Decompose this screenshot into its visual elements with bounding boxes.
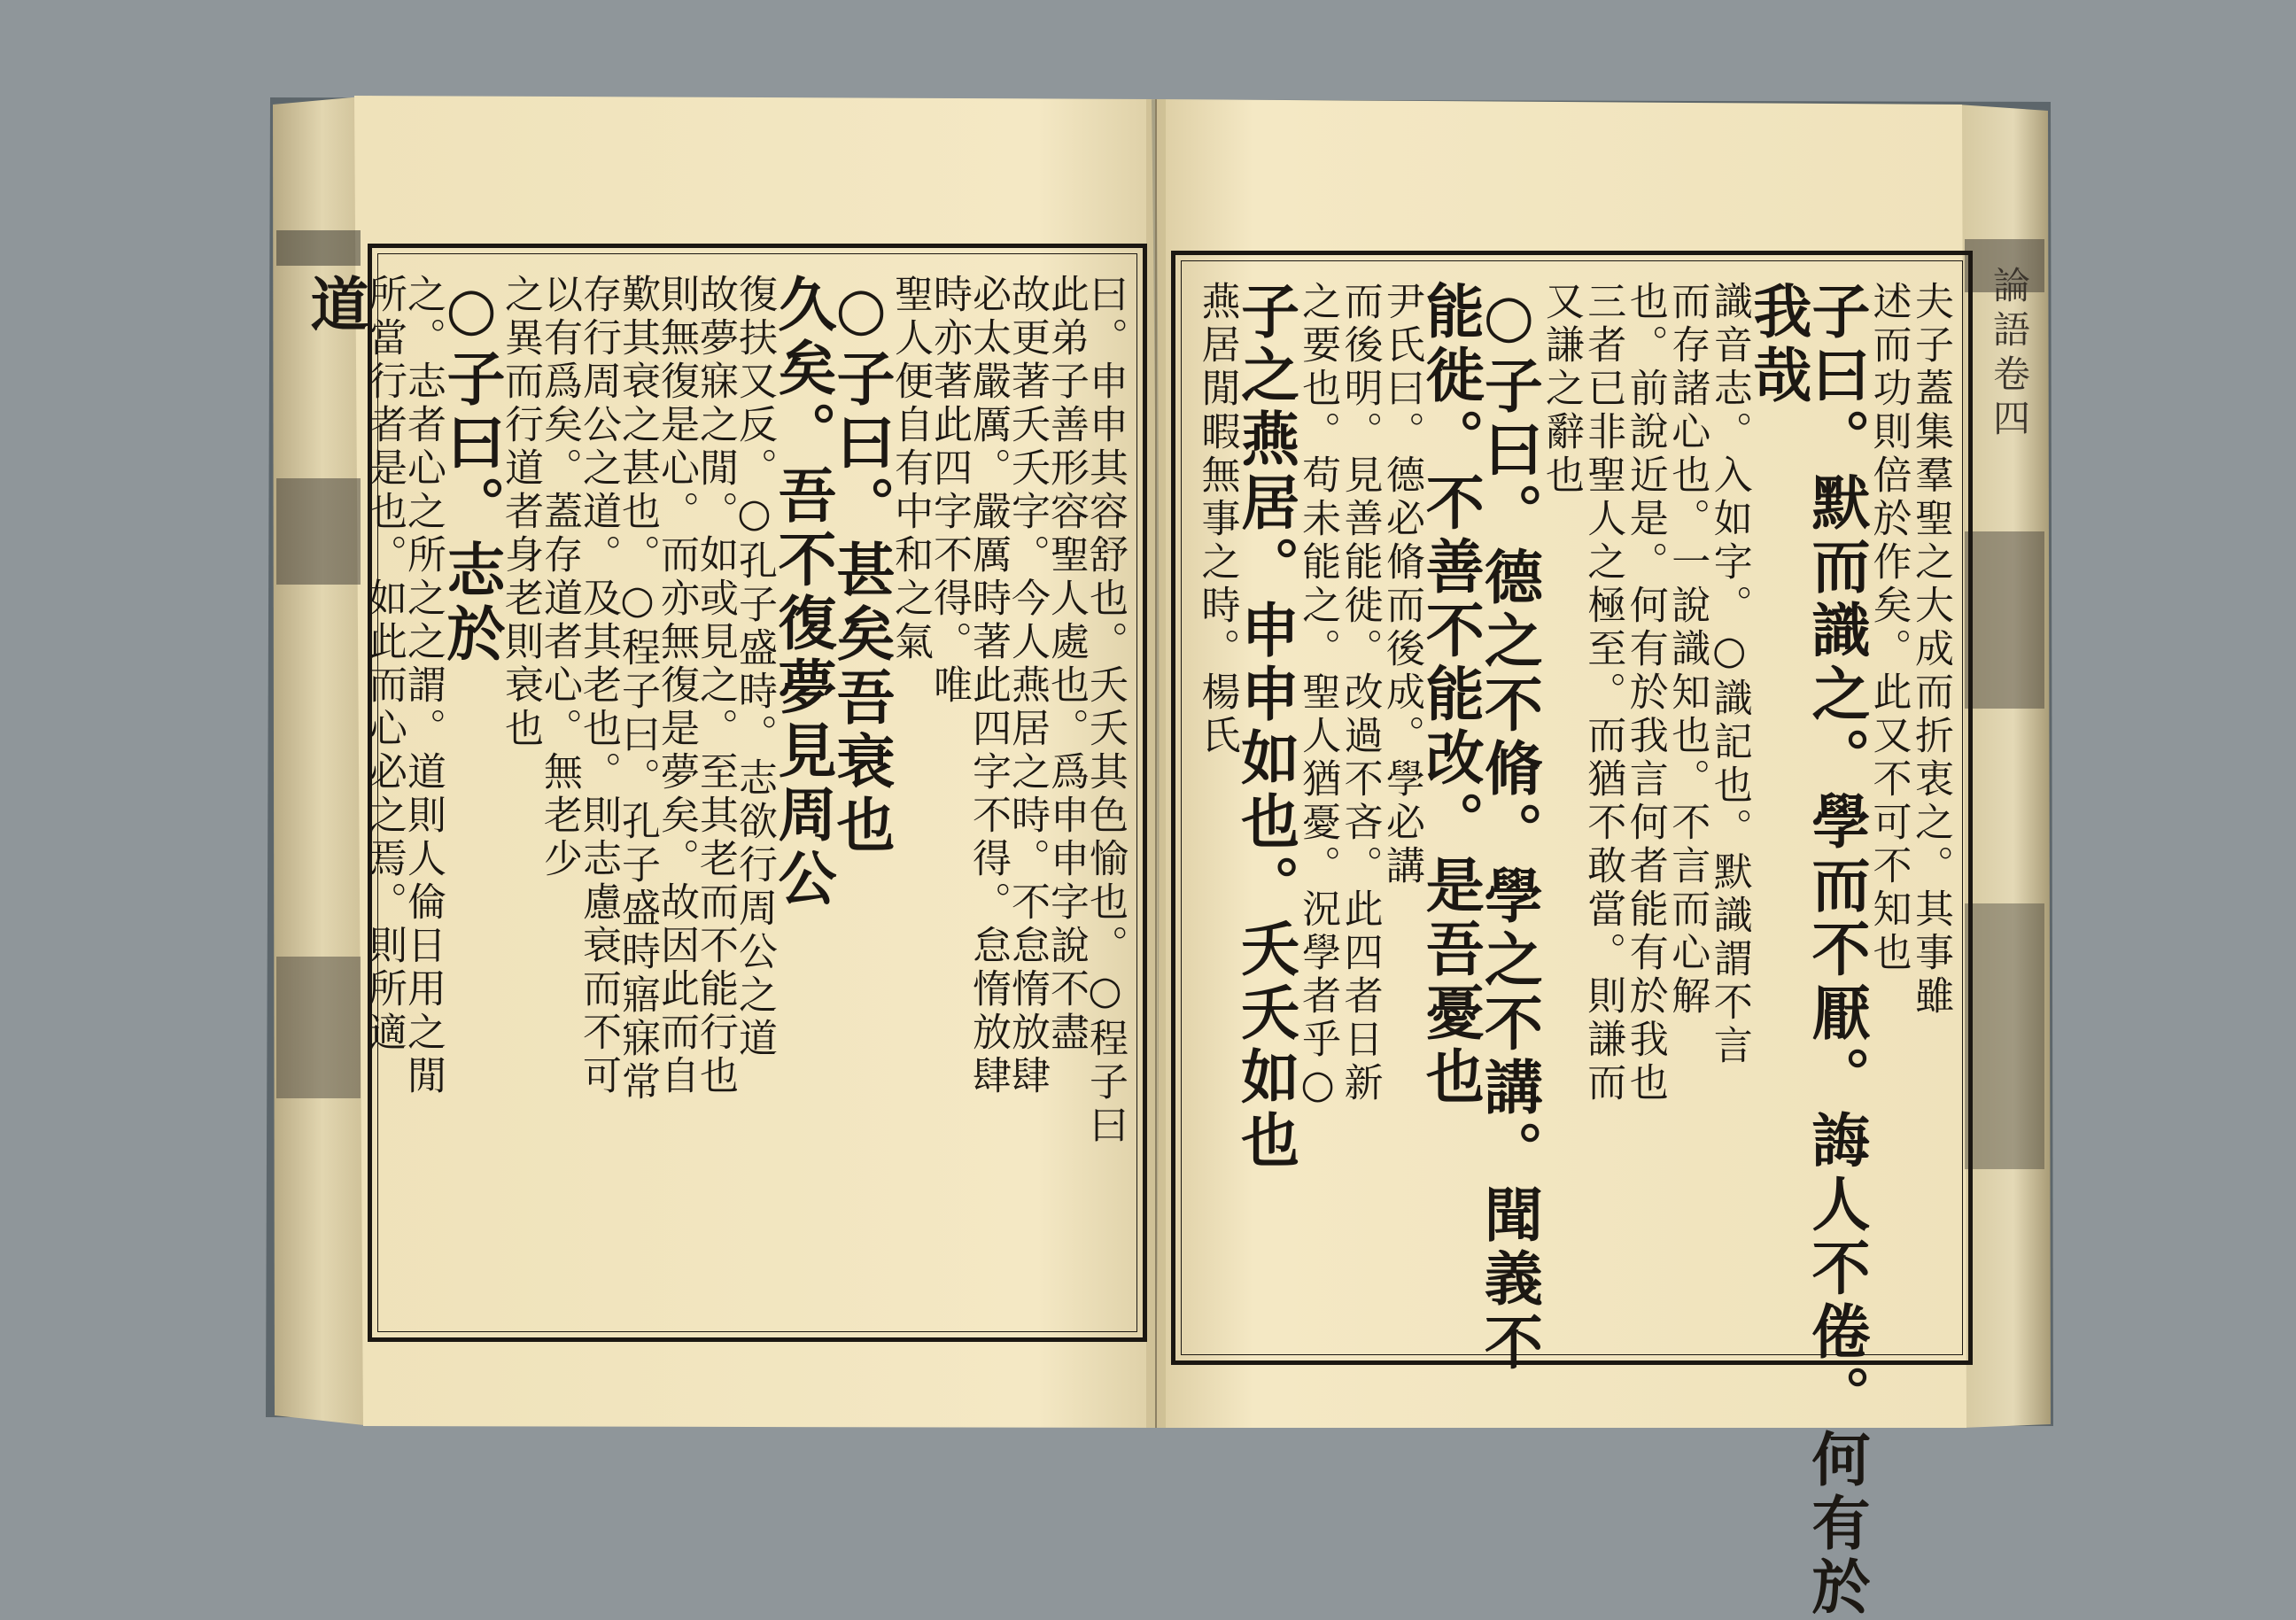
main-text-column: 子之燕居。申申如也。夭夭如也	[1230, 281, 1300, 1174]
commentary-column: 述而功則倍於作矣。此又不可不知也	[1866, 281, 1912, 975]
left-page-text	[300, 274, 1128, 1315]
commentary-column: 故夢寐之閒。如或見之。至其老而不能行也	[693, 274, 738, 1098]
commentary-column: 三者已非聖人之極至。而猶不敢當。則謙而	[1580, 281, 1626, 1105]
commentary-column: 復扶又反。○孔子盛時。志欲行周公之道	[732, 274, 777, 1061]
commentary-column: 燕居閒暇無事之時。楊氏	[1194, 281, 1240, 758]
main-text-column: 久矣。吾不復夢見周公	[768, 274, 837, 911]
commentary-column: 之要也。苟未能之。聖人猶憂。況學者乎○	[1295, 281, 1341, 1112]
commentary-column: 以有爲矣。蓋存道者心。無老少	[537, 274, 582, 881]
commentary-column: 之異而行道者身老則衰也	[498, 274, 543, 751]
commentary-column: 時亦著此四字不得。唯	[927, 274, 972, 708]
main-text-column: 我哉	[1742, 281, 1812, 408]
right-page-text	[1194, 281, 1953, 1620]
main-text-column: 能徙。不善不能改。是吾憂也	[1416, 281, 1485, 1110]
left-page-block	[300, 244, 1147, 1342]
commentary-column: 曰。申申其容舒也。夭夭其色愉也。○程子曰	[1082, 274, 1128, 1148]
commentary-column: 則無復是心。而亦無復是夢矣。故因此而自	[654, 274, 699, 1098]
right-page-block	[1171, 251, 1973, 1620]
commentary-column: 而後明。見善能徙。改過不吝。此四者日新	[1337, 281, 1383, 1105]
commentary-column: 歎其衰之甚也。○程子曰。孔子盛時寤寐常	[615, 274, 660, 1105]
running-head: 論語卷四	[1988, 266, 2031, 443]
main-text-column: ○子曰。德之不脩。學之不講。聞義不	[1474, 281, 1544, 1376]
commentary-column: 之。志者心之所之之謂。道則人倫日用之閒	[400, 274, 446, 1098]
commentary-column: 也。前說近是。何有於我言何者能有於我也	[1622, 281, 1668, 1105]
commentary-column: 識音志。入如字。○識記也。默識謂不言	[1706, 281, 1752, 1068]
main-text-column: ○子曰。志於	[437, 274, 506, 667]
commentary-column: 聖人便自有中和之氣	[888, 274, 933, 664]
main-text-column: ○子曰。甚矣吾衰也	[826, 274, 896, 858]
commentary-column: 必太嚴厲。嚴厲時著此四字不得。怠惰放肆	[966, 274, 1011, 1098]
commentary-column: 而存諸心也。一說識知也。不言而心解	[1664, 281, 1710, 1019]
commentary-column: 故更著夭夭字。今人燕居之時。不怠惰放肆	[1004, 274, 1050, 1098]
main-text-column: 子曰。默而識之。學而不厭。誨人不倦。何有於	[1802, 281, 1872, 1620]
commentary-column: 尹氏曰。德必脩而後成。學必講	[1379, 281, 1425, 888]
main-text-column: 道	[300, 274, 369, 337]
commentary-column: 所當行者是也。如此而心必之焉。則所適	[361, 274, 407, 1055]
commentary-column: 此弟子善形容聖人處也。爲申申字說不盡	[1043, 274, 1089, 1055]
commentary-column: 又謙之辭也	[1538, 281, 1584, 498]
commentary-column: 存行周公之道。及其老也。則志慮衰而不可	[576, 274, 621, 1098]
commentary-column: 夫子蓋集羣聖之大成而折衷之。其事雖	[1908, 281, 1953, 1019]
